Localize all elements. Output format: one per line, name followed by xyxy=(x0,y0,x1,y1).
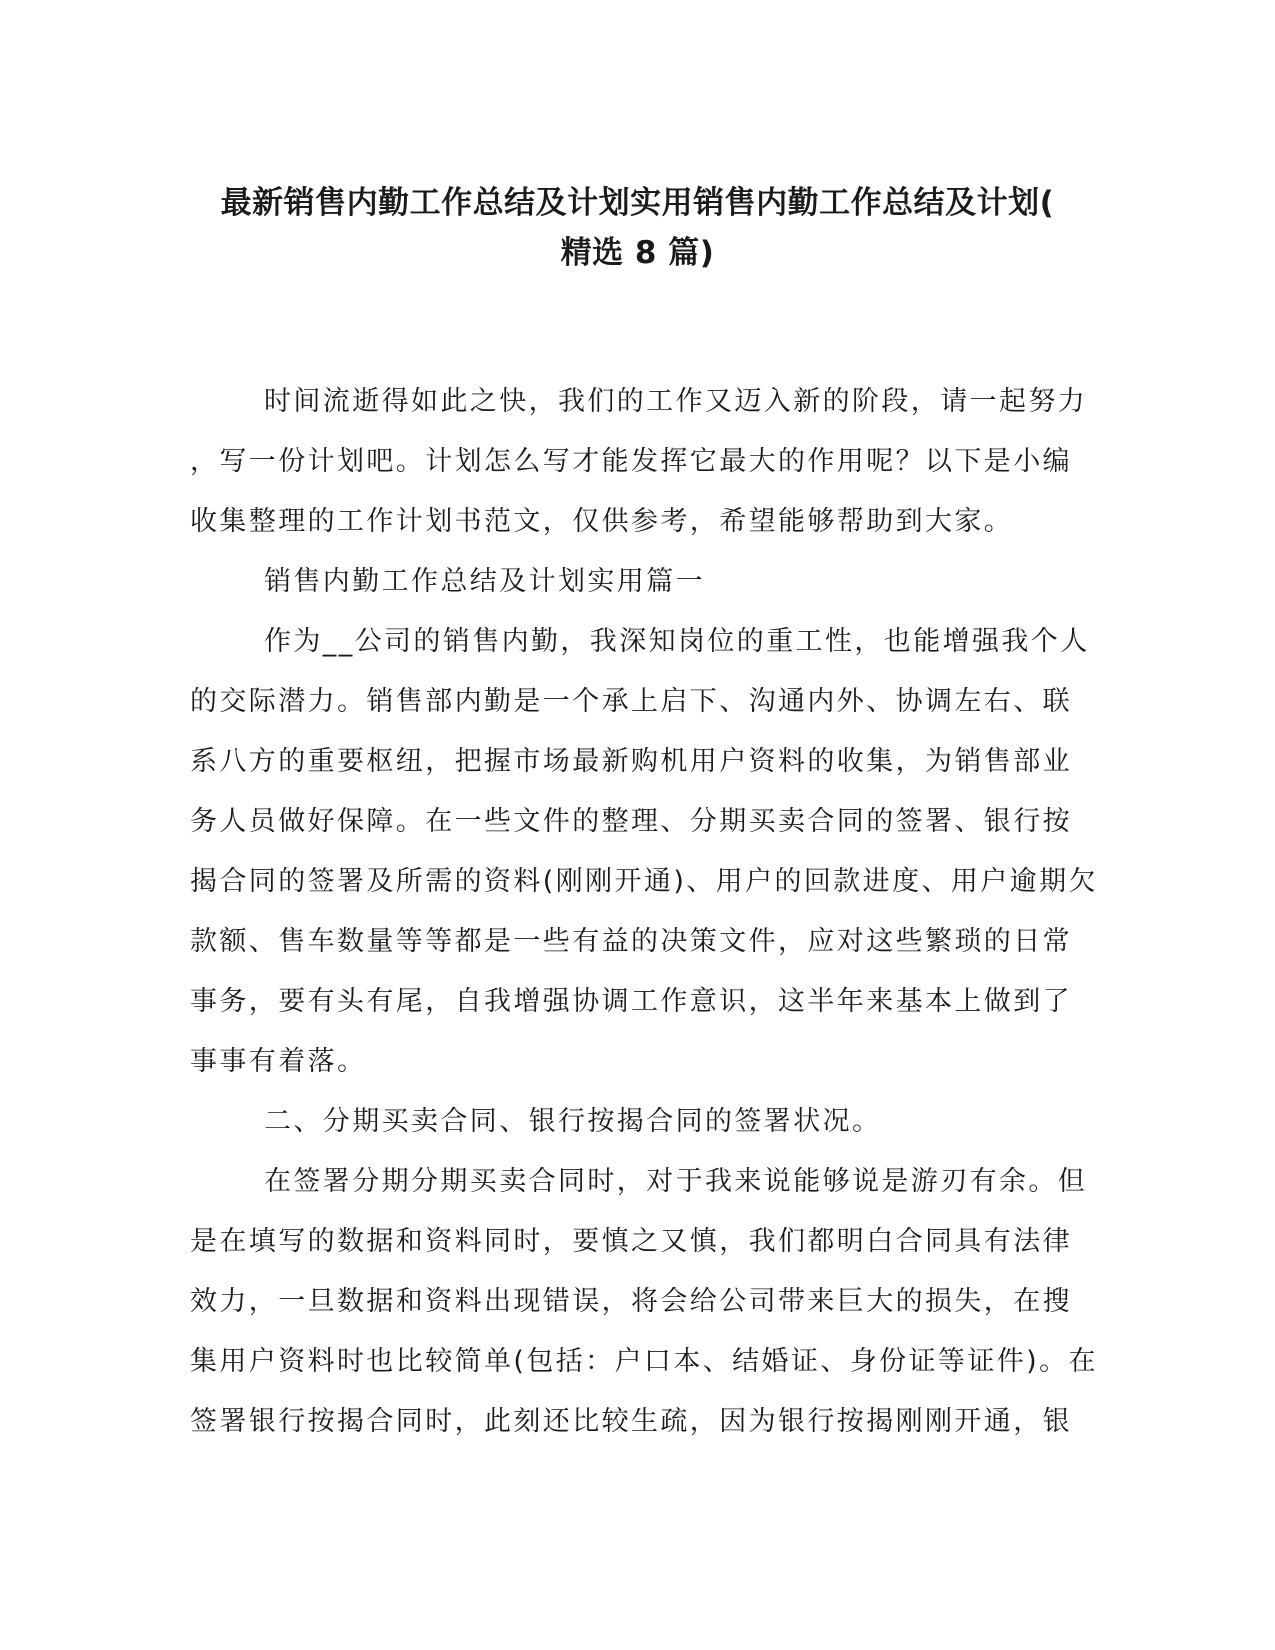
body-line: 是在填写的数据和资料同时，要慎之又慎，我们都明白合同具有法律 xyxy=(190,1226,1072,1257)
body-line: 事务，要有头有尾，自我增强协调工作意识，这半年来基本上做到了 xyxy=(190,986,1072,1017)
body-line: ，写一份计划吧。计划怎么写才能发挥它最大的作用呢？以下是小编 xyxy=(190,446,1072,477)
body-line: 集用户资料时也比较简单(包括：户口本、结婚证、身份证等证件)。在 xyxy=(190,1346,1098,1377)
section-heading: 销售内勤工作总结及计划实用篇一 xyxy=(264,566,705,597)
body-line: 在签署分期分期买卖合同时，对于我来说能够说是游刃有余。但 xyxy=(264,1166,1088,1197)
document-body xyxy=(190,372,1098,1452)
body-line: 系八方的重要枢纽，把握市场最新购机用户资料的收集，为销售部业 xyxy=(190,746,1072,777)
body-line: 效力，一旦数据和资料出现错误，将会给公司带来巨大的损失，在搜 xyxy=(190,1286,1072,1317)
title-line-2: 精选 8 篇) xyxy=(560,235,715,271)
body-line: 务人员做好保障。在一些文件的整理、分期买卖合同的签署、银行按 xyxy=(190,806,1072,837)
body-line: 的交际潜力。销售部内勤是一个承上启下、沟通内外、协调左右、联 xyxy=(190,686,1072,717)
body-line: 作为__公司的销售内勤，我深知岗位的重工性，也能增强我个人 xyxy=(264,626,1090,657)
title-line-1: 最新销售内勤工作总结及计划实用销售内勤工作总结及计划( xyxy=(220,185,1055,221)
body-line: 揭合同的签署及所需的资料(刚刚开通)、用户的回款进度、用户逾期欠 xyxy=(190,866,1098,897)
section-heading: 二、分期买卖合同、银行按揭合同的签署状况。 xyxy=(264,1106,882,1137)
body-line: 签署银行按揭合同时，此刻还比较生疏，因为银行按揭刚刚开通，银 xyxy=(190,1406,1072,1437)
body-line: 事事有着落。 xyxy=(190,1046,367,1077)
document-title xyxy=(150,178,1125,278)
body-line: 时间流逝得如此之快，我们的工作又迈入新的阶段，请一起努力 xyxy=(264,386,1088,417)
body-line: 款额、售车数量等等都是一些有益的决策文件，应对这些繁琐的日常 xyxy=(190,926,1072,957)
body-line: 收集整理的工作计划书范文，仅供参考，希望能够帮助到大家。 xyxy=(190,506,1014,537)
